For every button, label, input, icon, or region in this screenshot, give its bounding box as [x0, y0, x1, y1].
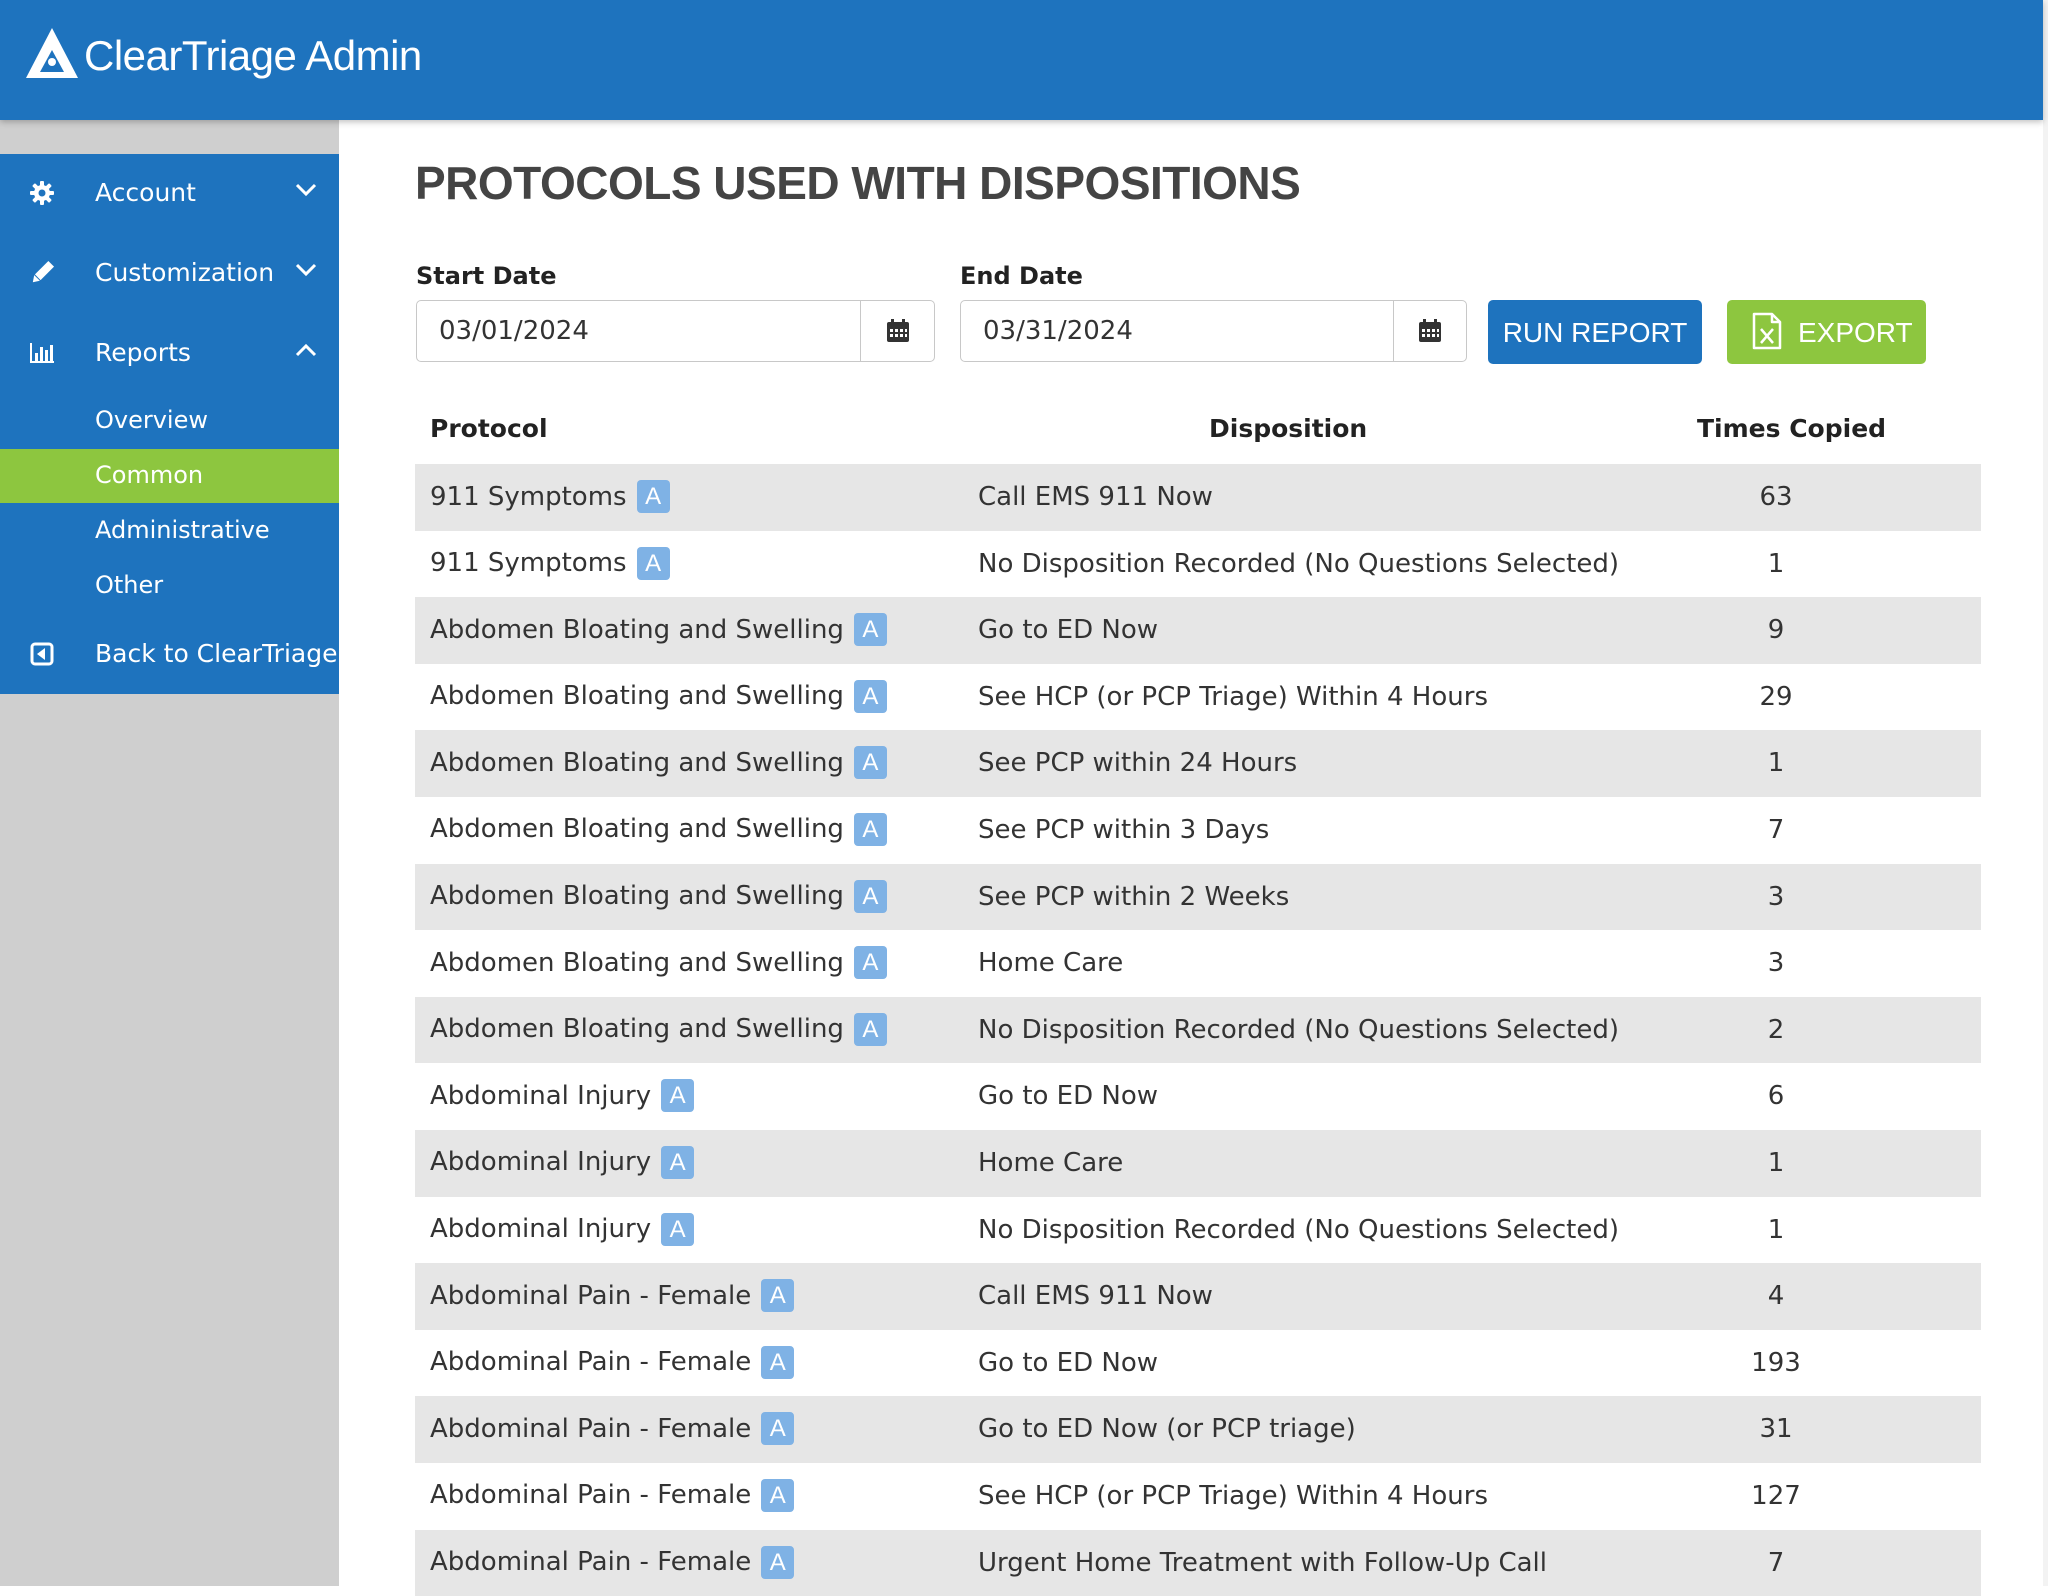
disposition-cell: Go to ED Now	[978, 615, 1158, 645]
sidebar-subitem-label: Other	[95, 571, 163, 599]
disposition-cell: No Disposition Recorded (No Questions Selected)	[978, 1215, 1619, 1245]
column-header-disposition: Disposition	[1209, 414, 1367, 443]
bar-chart-icon	[28, 339, 56, 367]
chevron-down-icon	[294, 262, 318, 278]
adult-badge: A	[854, 813, 887, 846]
adult-badge: A	[854, 946, 887, 979]
column-header-protocol: Protocol	[430, 414, 548, 443]
protocol-cell	[430, 1479, 794, 1512]
table-row	[415, 1063, 1981, 1130]
protocol-name: Abdomen Bloating and Swelling	[430, 748, 844, 778]
protocol-name: Abdominal Injury	[430, 1147, 651, 1177]
disposition-cell: See HCP (or PCP Triage) Within 4 Hours	[978, 682, 1488, 712]
disposition-cell: Go to ED Now	[978, 1081, 1158, 1111]
start-date-input[interactable]	[417, 301, 860, 361]
times-copied-cell: 63	[1711, 482, 1841, 512]
cleartriage-logo-icon	[24, 26, 80, 82]
table-row	[415, 1463, 1981, 1530]
times-copied-cell: 4	[1711, 1281, 1841, 1311]
table-row	[415, 1197, 1981, 1264]
end-date-group	[960, 300, 1467, 362]
disposition-cell: See PCP within 24 Hours	[978, 748, 1297, 778]
sidebar-subitem-label: Common	[95, 461, 203, 489]
sidebar-item-reports-label: Reports	[95, 338, 191, 367]
table-row	[415, 730, 1981, 797]
start-date-label: Start Date	[416, 262, 556, 290]
excel-file-icon	[1751, 312, 1783, 350]
adult-badge: A	[661, 1213, 694, 1246]
table-row	[415, 797, 1981, 864]
table-row	[415, 1263, 1981, 1330]
disposition-cell: No Disposition Recorded (No Questions Selected)	[978, 1015, 1619, 1045]
sidebar-subitem-label: Overview	[95, 406, 208, 434]
table-row	[415, 997, 1981, 1064]
adult-badge: A	[761, 1412, 794, 1445]
calendar-icon	[1417, 318, 1443, 344]
protocol-name: Abdominal Pain - Female	[430, 1414, 751, 1444]
report-table	[415, 464, 1981, 1596]
disposition-cell: Call EMS 911 Now	[978, 1281, 1213, 1311]
disposition-cell: Go to ED Now (or PCP triage)	[978, 1414, 1356, 1444]
adult-badge: A	[761, 1546, 794, 1579]
protocol-name: Abdominal Pain - Female	[430, 1281, 751, 1311]
adult-badge: A	[761, 1346, 794, 1379]
gear-icon	[28, 179, 56, 207]
end-date-input[interactable]	[961, 301, 1393, 361]
times-copied-cell: 6	[1711, 1081, 1841, 1111]
table-row	[415, 597, 1981, 664]
adult-badge: A	[761, 1279, 794, 1312]
adult-badge: A	[637, 547, 670, 580]
protocol-name: Abdominal Pain - Female	[430, 1347, 751, 1377]
protocol-name: Abdominal Injury	[430, 1081, 651, 1111]
end-date-label: End Date	[960, 262, 1083, 290]
adult-badge: A	[854, 746, 887, 779]
times-copied-cell: 127	[1711, 1481, 1841, 1511]
protocol-cell	[430, 480, 670, 513]
protocol-cell	[430, 1346, 794, 1379]
start-date-calendar-button[interactable]	[860, 301, 934, 361]
sidebar-subitem-overview[interactable]	[0, 394, 339, 448]
protocol-cell	[430, 946, 887, 979]
adult-badge: A	[854, 880, 887, 913]
window-edge	[2043, 0, 2048, 1586]
sidebar-subitem-label: Administrative	[95, 516, 270, 544]
times-copied-cell: 29	[1711, 682, 1841, 712]
table-row	[415, 1530, 1981, 1596]
table-row	[415, 1130, 1981, 1197]
sidebar-item-account-label: Account	[95, 178, 196, 207]
protocol-name: 911 Symptoms	[430, 548, 627, 578]
adult-badge: A	[661, 1079, 694, 1112]
disposition-cell: See PCP within 3 Days	[978, 815, 1269, 845]
pencil-icon	[28, 259, 56, 287]
export-button[interactable]	[1727, 300, 1926, 364]
chevron-up-icon	[294, 342, 318, 358]
protocol-name: Abdominal Pain - Female	[430, 1547, 751, 1577]
run-report-label: RUN REPORT	[1488, 317, 1702, 349]
start-date-group	[416, 300, 935, 362]
protocol-name: 911 Symptoms	[430, 482, 627, 512]
disposition-cell: Go to ED Now	[978, 1348, 1158, 1378]
sidebar-nav	[0, 154, 339, 694]
adult-badge: A	[661, 1146, 694, 1179]
protocol-cell	[430, 1213, 694, 1246]
times-copied-cell: 1	[1711, 1215, 1841, 1245]
adult-badge: A	[854, 613, 887, 646]
disposition-cell: See PCP within 2 Weeks	[978, 882, 1289, 912]
protocol-name: Abdomen Bloating and Swelling	[430, 615, 844, 645]
protocol-cell	[430, 1013, 887, 1046]
disposition-cell: No Disposition Recorded (No Questions Selected)	[978, 549, 1619, 579]
protocol-cell	[430, 813, 887, 846]
protocol-cell	[430, 1412, 794, 1445]
sidebar-subitem-other[interactable]	[0, 559, 339, 613]
sidebar-subitem-common[interactable]	[0, 449, 339, 503]
sidebar-subitem-administrative[interactable]	[0, 504, 339, 558]
adult-badge: A	[637, 480, 670, 513]
protocol-name: Abdomen Bloating and Swelling	[430, 681, 844, 711]
protocol-cell	[430, 547, 670, 580]
chevron-down-icon	[294, 182, 318, 198]
protocol-cell	[430, 1279, 794, 1312]
app-title: ClearTriage Admin	[84, 32, 422, 80]
table-row	[415, 930, 1981, 997]
calendar-icon	[885, 318, 911, 344]
times-copied-cell: 9	[1711, 615, 1841, 645]
protocol-cell	[430, 1146, 694, 1179]
protocol-name: Abdomen Bloating and Swelling	[430, 1014, 844, 1044]
times-copied-cell: 1	[1711, 549, 1841, 579]
adult-badge: A	[854, 680, 887, 713]
page-title: PROTOCOLS USED WITH DISPOSITIONS	[415, 156, 1300, 210]
protocol-name: Abdomen Bloating and Swelling	[430, 814, 844, 844]
disposition-cell: See HCP (or PCP Triage) Within 4 Hours	[978, 1481, 1488, 1511]
table-row	[415, 531, 1981, 598]
protocol-cell	[430, 680, 887, 713]
adult-badge: A	[761, 1479, 794, 1512]
end-date-calendar-button[interactable]	[1393, 301, 1466, 361]
times-copied-cell: 2	[1711, 1015, 1841, 1045]
times-copied-cell: 7	[1711, 1548, 1841, 1578]
sidebar-item-customization-label: Customization	[95, 258, 274, 287]
times-copied-cell: 1	[1711, 1148, 1841, 1178]
table-row	[415, 664, 1981, 731]
top-header	[0, 0, 2043, 120]
protocol-cell	[430, 1546, 794, 1579]
protocol-name: Abdomen Bloating and Swelling	[430, 948, 844, 978]
table-row	[415, 1396, 1981, 1463]
sidebar-item-back-label: Back to ClearTriage	[95, 639, 337, 668]
column-header-times-copied: Times Copied	[1697, 414, 1886, 443]
adult-badge: A	[854, 1013, 887, 1046]
export-label: EXPORT	[1798, 317, 1913, 349]
protocol-name: Abdominal Injury	[430, 1214, 651, 1244]
back-arrow-icon	[28, 640, 56, 668]
times-copied-cell: 3	[1711, 948, 1841, 978]
disposition-cell: Urgent Home Treatment with Follow-Up Call	[978, 1548, 1547, 1578]
times-copied-cell: 7	[1711, 815, 1841, 845]
times-copied-cell: 31	[1711, 1414, 1841, 1444]
sidebar-item-account[interactable]	[0, 166, 339, 220]
run-report-button[interactable]	[1488, 300, 1702, 364]
protocol-cell	[430, 746, 887, 779]
protocol-cell	[430, 880, 887, 913]
protocol-name: Abdominal Pain - Female	[430, 1480, 751, 1510]
table-row	[415, 864, 1981, 931]
disposition-cell: Home Care	[978, 948, 1123, 978]
sidebar-item-back-to-cleartriage[interactable]	[0, 627, 339, 681]
sidebar-item-reports[interactable]	[0, 326, 339, 380]
times-copied-cell: 193	[1711, 1348, 1841, 1378]
disposition-cell: Call EMS 911 Now	[978, 482, 1213, 512]
times-copied-cell: 3	[1711, 882, 1841, 912]
protocol-cell	[430, 1079, 694, 1112]
table-row	[415, 464, 1981, 531]
times-copied-cell: 1	[1711, 748, 1841, 778]
sidebar-item-customization[interactable]	[0, 246, 339, 300]
disposition-cell: Home Care	[978, 1148, 1123, 1178]
protocol-cell	[430, 613, 887, 646]
protocol-name: Abdomen Bloating and Swelling	[430, 881, 844, 911]
table-row	[415, 1330, 1981, 1397]
